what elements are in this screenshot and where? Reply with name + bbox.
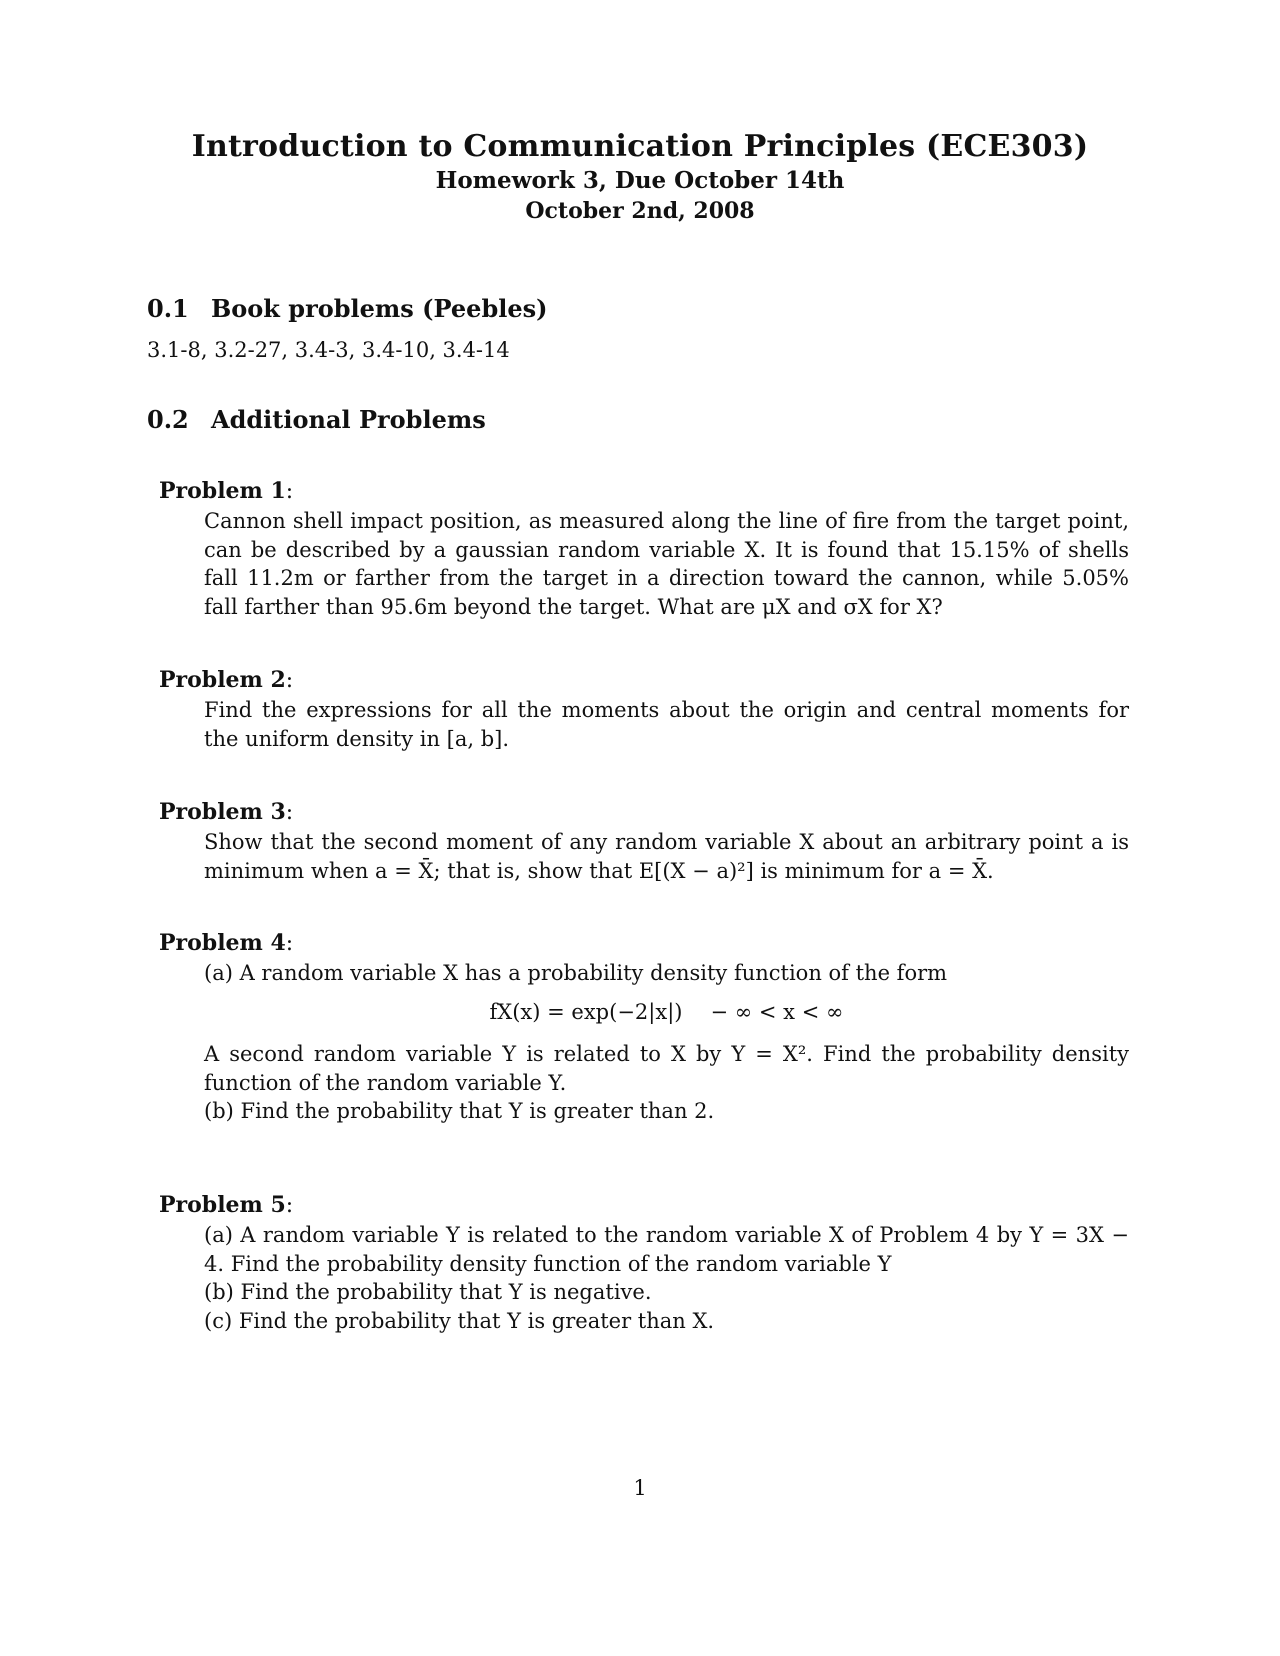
problem-part-b: (b) Find the probability that Y is greater than 2. bbox=[204, 1099, 715, 1123]
section-heading-additional-problems bbox=[147, 405, 486, 434]
equation-lhs: fX(x) = exp(−2|x|) bbox=[489, 999, 683, 1024]
problem-label: Problem 3: bbox=[159, 799, 294, 825]
problem-4 bbox=[159, 928, 1129, 1126]
problem-label: Problem 5: bbox=[159, 1192, 294, 1218]
problem-text bbox=[204, 959, 1129, 1126]
document-title: Introduction to Communication Principles (ECE303) bbox=[191, 129, 1089, 164]
problem-paragraph: Show that the second moment of any random variable X about an arbitrary point a is minimum when a = X̄; that is, show that E[(X − a)²] is minimum for a = X̄. bbox=[204, 830, 1129, 883]
problem-3 bbox=[159, 797, 1129, 885]
page-number: 1 bbox=[633, 1476, 647, 1500]
density-equation bbox=[204, 998, 1129, 1027]
problem-2 bbox=[159, 665, 1129, 753]
problem-label: Problem 4: bbox=[159, 930, 294, 956]
book-problems-list: 3.1-8, 3.2-27, 3.4-3, 3.4-10, 3.4-14 bbox=[147, 338, 510, 362]
problem-text bbox=[204, 696, 1129, 753]
document-header bbox=[0, 128, 1280, 226]
problem-text bbox=[204, 828, 1129, 885]
section-title: Additional Problems bbox=[211, 405, 486, 434]
document-subtitle: Homework 3, Due October 14th bbox=[435, 167, 845, 194]
equation-range: − ∞ < x < ∞ bbox=[710, 999, 844, 1024]
problem-paragraph: A second random variable Y is related to X by Y = X². Find the probability density function of the random variable Y. bbox=[204, 1042, 1129, 1095]
problem-label: Problem 1: bbox=[159, 478, 294, 504]
section-title: Book problems (Peebles) bbox=[211, 294, 548, 323]
problem-part-a: (a) A random variable Y is related to the random variable X of Problem 4 by Y = 3X − 4. Find the probability density function of the random variable Y bbox=[204, 1223, 1129, 1276]
problem-5 bbox=[159, 1190, 1129, 1335]
problem-text bbox=[204, 507, 1129, 621]
section-number: 0.2 bbox=[147, 405, 189, 434]
problem-1 bbox=[159, 476, 1129, 621]
problem-paragraph: Find the expressions for all the moments about the origin and central moments for the uniform density in [a, b]. bbox=[204, 698, 1129, 751]
problem-part-a: (a) A random variable X has a probability density function of the form bbox=[204, 961, 948, 985]
document-date: October 2nd, 2008 bbox=[525, 198, 755, 224]
problem-text bbox=[204, 1221, 1129, 1335]
section-heading-book-problems bbox=[147, 294, 547, 323]
problem-part-c: (c) Find the probability that Y is greater than X. bbox=[204, 1308, 715, 1333]
section-number: 0.1 bbox=[147, 294, 189, 323]
problem-part-b: (b) Find the probability that Y is negative. bbox=[204, 1280, 652, 1304]
problem-paragraph: Cannon shell impact position, as measured along the line of fire from the target point, can be described by a gaussian random variable X. It is found that 15.15% of shells fall 11.2m or farther from the target in a direction toward the cannon, while 5.05% fall farther than 95.6m beyond the target. What are μX and σX for X? bbox=[204, 509, 1129, 619]
problem-label: Problem 2: bbox=[159, 667, 294, 693]
